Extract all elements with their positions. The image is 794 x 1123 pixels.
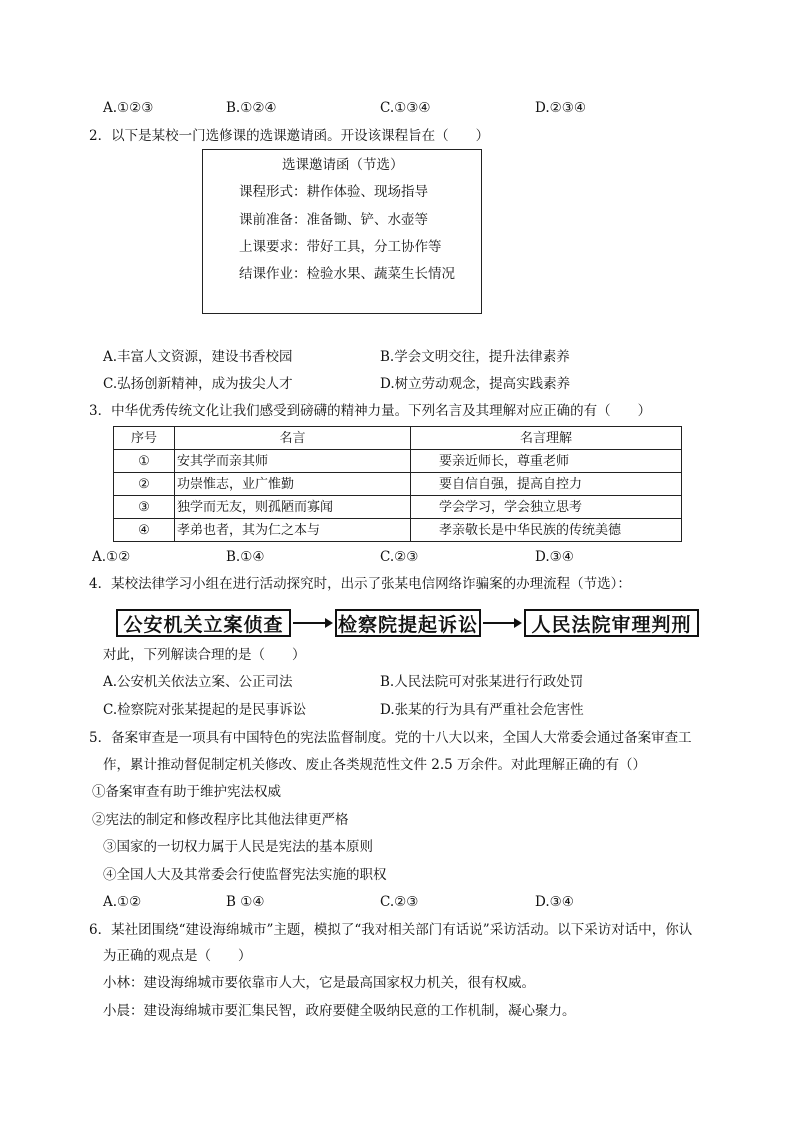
q5-option-a: A.①② bbox=[103, 894, 142, 910]
flow-step-court: 人民法院审理判刑 bbox=[524, 609, 699, 637]
table-cell: ② bbox=[114, 473, 175, 496]
table-cell: 要自信自强，提高自控力 bbox=[411, 473, 682, 496]
q2-box-title: 选课邀请函（节选） bbox=[282, 157, 404, 173]
table-cell: ③ bbox=[114, 496, 175, 519]
q6-stem-line1: 6．某社团围绕“建设海绵城市”主题，模拟了“我对相关部门有话说”采访活动。以下采访对话中，你认 bbox=[89, 922, 693, 938]
q4-question: 对此，下列解读合理的是（ ） bbox=[103, 647, 306, 663]
q3-option-c: C.②③ bbox=[380, 549, 419, 565]
table-cell: ④ bbox=[114, 519, 175, 542]
q5-stem-line2: 作，累计推动督促制定机关修改、废止各类规范性文件 2.5 万余件。对此理解正确的有（） bbox=[103, 757, 647, 773]
table-cell: 孝弟也者，其为仁之本与 bbox=[175, 519, 411, 542]
q2-option-d: D.树立劳动观念，提高实践素养 bbox=[380, 376, 571, 392]
q1-option-c: C.①③④ bbox=[380, 100, 431, 116]
flow-arrow-icon bbox=[483, 622, 520, 624]
q3-stem: 3．中华优秀传统文化让我们感受到磅礴的精神力量。下列名言及其理解对应正确的有（ ） bbox=[89, 403, 652, 419]
q6-dialogue: 小林：建设海绵城市要依靠市人大，它是最高国家权力机关，很有权威。 bbox=[103, 975, 535, 991]
q2-stem: 2．以下是某校一门选修课的选课邀请函。开设该课程旨在（ ） bbox=[89, 128, 490, 144]
q2-option-a: A.丰富人文资源，建设书香校园 bbox=[103, 349, 293, 365]
q3-table bbox=[113, 426, 682, 542]
q5-item: ④全国人大及其常委会行使监督宪法实施的职权 bbox=[103, 867, 387, 883]
q5-option-c: C.②③ bbox=[380, 894, 419, 910]
q2-option-b: B.学会文明交往，提升法律素养 bbox=[380, 349, 570, 365]
q5-options bbox=[0, 896, 794, 912]
table-row bbox=[114, 450, 682, 473]
q2-box-line: 结课作业：检验水果、蔬菜生长情况 bbox=[239, 266, 455, 282]
table-cell: 安其学而亲其师 bbox=[175, 450, 411, 473]
q2-invitation-box bbox=[202, 149, 482, 314]
q5-item: ②宪法的制定和修改程序比其他法律更严格 bbox=[92, 812, 349, 828]
table-header-row bbox=[114, 427, 682, 450]
table-row bbox=[114, 519, 682, 542]
table-header-cell: 名言理解 bbox=[411, 427, 682, 450]
q5-option-b: B ①④ bbox=[226, 894, 265, 910]
table-header-cell: 序号 bbox=[114, 427, 175, 450]
flow-step-police: 公安机关立案侦查 bbox=[116, 609, 291, 637]
q3-option-a: A.①② bbox=[92, 549, 131, 565]
table-cell: 孝亲敬长是中华民族的传统美德 bbox=[411, 519, 682, 542]
q5-stem-line1: 5．备案审查是一项具有中国特色的宪法监督制度。党的十八大以来，全国人大常委会通过备案审查工 bbox=[89, 730, 692, 746]
q3-option-d: D.③④ bbox=[535, 549, 574, 565]
q1-option-d: D.②③④ bbox=[535, 100, 586, 116]
table-cell: 独学而无友，则孤陋而寡闻 bbox=[175, 496, 411, 519]
table-row bbox=[114, 473, 682, 496]
q4-option-a: A.公安机关依法立案、公正司法 bbox=[103, 674, 293, 690]
table-header-cell: 名言 bbox=[175, 427, 411, 450]
q6-dialogue: 小晨：建设海绵城市要汇集民智，政府要健全吸纳民意的工作机制，凝心聚力。 bbox=[103, 1003, 576, 1019]
q2-box-line: 课程形式：耕作体验、现场指导 bbox=[239, 184, 428, 200]
q2-option-c: C.弘扬创新精神，成为拔尖人才 bbox=[103, 376, 293, 392]
q4-option-d: D.张某的行为具有严重社会危害性 bbox=[380, 702, 584, 718]
q5-option-d: D.③④ bbox=[535, 894, 574, 910]
q1-option-a: A.①②③ bbox=[103, 100, 154, 116]
q6-stem-line2: 为正确的观点是（ ） bbox=[103, 948, 252, 964]
q1-option-b: B.①②④ bbox=[226, 100, 277, 116]
q5-item: ③国家的一切权力属于人民是宪法的基本原则 bbox=[103, 839, 373, 855]
q4-option-b: B.人民法院可对张某进行行政处罚 bbox=[380, 674, 584, 690]
q2-box-line: 上课要求：带好工具，分工协作等 bbox=[239, 239, 442, 255]
q1-options bbox=[0, 102, 794, 118]
q3-option-b: B.①④ bbox=[226, 549, 265, 565]
table-cell: 功崇惟志，业广惟勤 bbox=[175, 473, 411, 496]
q4-stem: 4．某校法律学习小组在进行活动探究时，出示了张某电信网络诈骗案的办理流程（节选）： bbox=[89, 576, 631, 592]
q3-options bbox=[0, 551, 794, 567]
q2-box-line: 课前准备：准备锄、铲、水壶等 bbox=[239, 212, 428, 228]
q5-item: ①备案审查有助于维护宪法权威 bbox=[92, 784, 281, 800]
table-cell: 学会学习，学会独立思考 bbox=[411, 496, 682, 519]
flow-step-procuratorate: 检察院提起诉讼 bbox=[335, 609, 481, 637]
table-cell: ① bbox=[114, 450, 175, 473]
q4-option-c: C.检察院对张某提起的是民事诉讼 bbox=[103, 702, 307, 718]
flow-arrow-icon bbox=[293, 622, 331, 624]
table-cell: 要亲近师长，尊重老师 bbox=[411, 450, 682, 473]
table-row bbox=[114, 496, 682, 519]
